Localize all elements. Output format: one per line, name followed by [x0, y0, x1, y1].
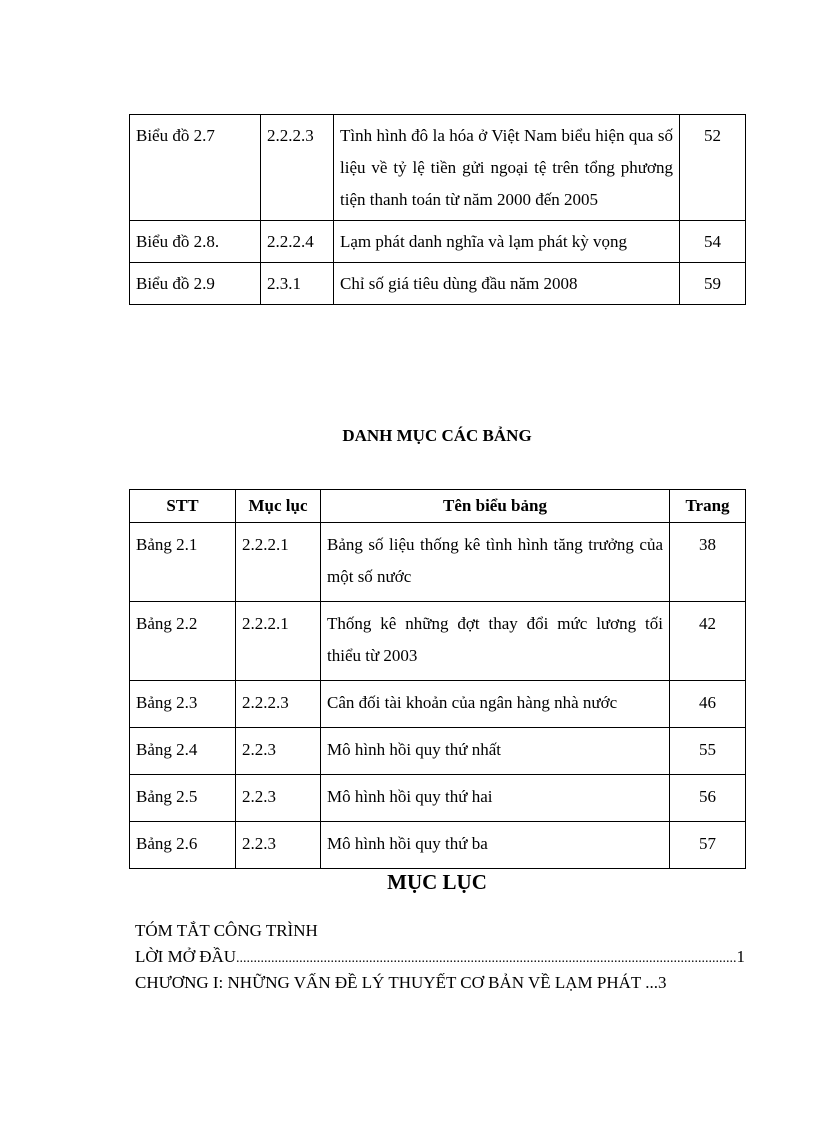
table-section: 2.2.2.1: [236, 523, 321, 602]
toc-entry-text: LỜI MỞ ĐẦU: [135, 947, 237, 966]
chart-name: Biểu đồ 2.8.: [130, 221, 261, 263]
table-name: Bảng 2.5: [130, 775, 236, 822]
chart-title: Tình hình đô la hóa ở Việt Nam biểu hiện qua số liệu về tỷ lệ tiền gửi ngoại tệ trên tổng phương tiện thanh toán từ năm 2000 đến 2005: [334, 115, 680, 221]
table-title: Mô hình hồi quy thứ hai: [321, 775, 670, 822]
table-page: 38: [670, 523, 746, 602]
toc-entry[interactable]: [135, 944, 745, 970]
toc-leader-dots: [236, 944, 736, 970]
table-row: [130, 681, 746, 728]
table-title: Mô hình hồi quy thứ ba: [321, 822, 670, 869]
table-row: [130, 775, 746, 822]
table-of-contents: [135, 918, 745, 996]
chart-section: 2.3.1: [261, 263, 334, 305]
table-name: Bảng 2.2: [130, 602, 236, 681]
table-page: 46: [670, 681, 746, 728]
table-name: Bảng 2.4: [130, 728, 236, 775]
chart-page: 52: [680, 115, 746, 221]
table-title: Bảng số liệu thống kê tình hình tăng trưởng của một số nước: [321, 523, 670, 602]
table-row: [130, 263, 746, 305]
table-page: 57: [670, 822, 746, 869]
table-row: [130, 221, 746, 263]
table-page: 56: [670, 775, 746, 822]
header-stt: STT: [130, 490, 236, 523]
table-page: 55: [670, 728, 746, 775]
table-row: [130, 602, 746, 681]
table-row: [130, 115, 746, 221]
toc-heading: MỤC LỤC: [387, 870, 487, 894]
table-row: [130, 728, 746, 775]
chart-section: 2.2.2.3: [261, 115, 334, 221]
chart-page: 59: [680, 263, 746, 305]
header-page: Trang: [670, 490, 746, 523]
chart-title: Chỉ số giá tiêu dùng đầu năm 2008: [334, 263, 680, 305]
table-section: 2.2.3: [236, 822, 321, 869]
header-title: Tên biểu bảng: [321, 490, 670, 523]
table-page: 42: [670, 602, 746, 681]
tables-list-heading: DANH MỤC CÁC BẢNG: [342, 426, 532, 445]
chart-page: 54: [680, 221, 746, 263]
toc-entry[interactable]: [135, 970, 745, 996]
toc-entry[interactable]: [135, 918, 745, 944]
toc-entry-text: TÓM TẮT CÔNG TRÌNH: [135, 921, 318, 940]
tables-list-table: [129, 489, 746, 869]
chart-section: 2.2.2.4: [261, 221, 334, 263]
table-section: 2.2.2.3: [236, 681, 321, 728]
chart-title: Lạm phát danh nghĩa và lạm phát kỳ vọng: [334, 221, 680, 263]
table-name: Bảng 2.6: [130, 822, 236, 869]
table-row: [130, 523, 746, 602]
toc-entry-text: CHƯƠNG I: NHỮNG VẤN ĐỀ LÝ THUYẾT CƠ BẢN VỀ LẠM PHÁT ...: [135, 973, 659, 992]
chart-name: Biểu đồ 2.7: [130, 115, 261, 221]
table-row: [130, 822, 746, 869]
table-section: 2.2.2.1: [236, 602, 321, 681]
table-section: 2.2.3: [236, 775, 321, 822]
chart-list-table: [129, 114, 746, 305]
toc-entry-page: 3: [658, 973, 667, 992]
table-header-row: [130, 490, 746, 523]
table-title: Cân đối tài khoản của ngân hàng nhà nước: [321, 681, 670, 728]
table-title: Thống kê những đợt thay đổi mức lương tối thiểu từ 2003: [321, 602, 670, 681]
header-section: Mục lục: [236, 490, 321, 523]
table-title: Mô hình hồi quy thứ nhất: [321, 728, 670, 775]
toc-entry-page: 1: [736, 947, 745, 966]
table-name: Bảng 2.1: [130, 523, 236, 602]
table-name: Bảng 2.3: [130, 681, 236, 728]
chart-name: Biểu đồ 2.9: [130, 263, 261, 305]
table-section: 2.2.3: [236, 728, 321, 775]
